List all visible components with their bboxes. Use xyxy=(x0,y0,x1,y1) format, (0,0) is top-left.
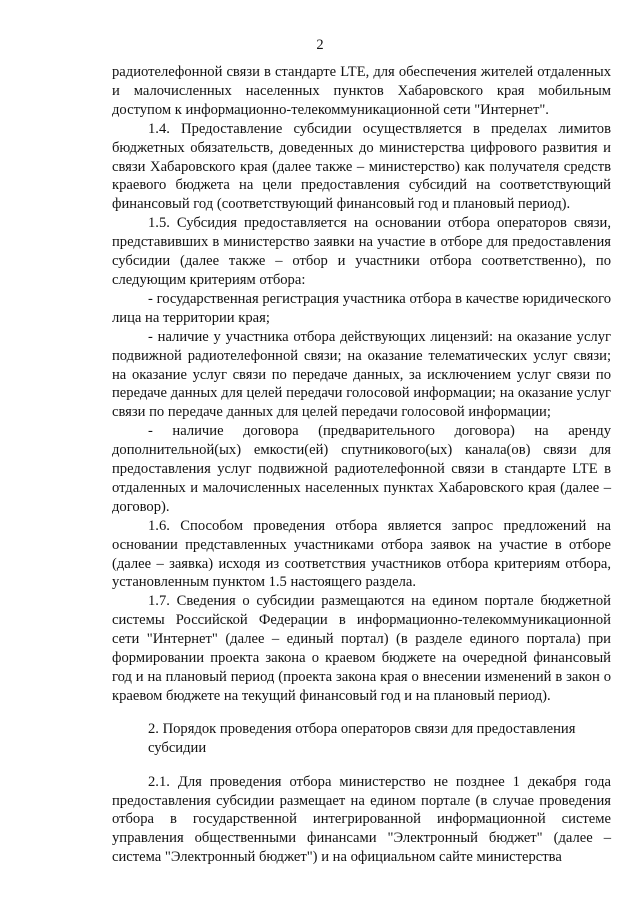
criterion-licenses: - наличие у участника отбора действующих лицензий: на оказание услуг подвижной радиотелефонной связи; на оказание телематических услуг связи; на оказание услуг связи по передаче данных, за исключением услуг связи по передаче данных для целей передачи голосовой информации; на оказание услуг связи по передаче данных для целей передачи голосовой информации; xyxy=(112,328,611,421)
page-number: 2 xyxy=(316,37,324,53)
section-heading: 2. Порядок проведения отбора операторов связи для предоставления субсидии xyxy=(148,720,576,756)
paragraph-2-1: 2.1. Для проведения отбора министерство не позднее 1 декабря года предоставления субсидии размещает на едином портале (в случае проведения отбора в государственной интегрированной информационной системе управления общественными финансами "Электронный бюджет" (далее – система "Электронный бюджет") и на официальном сайте министерства xyxy=(112,773,611,866)
criterion-registration: - государственная регистрация участника отбора в качестве юридического лица на территории края; xyxy=(112,290,611,326)
paragraph-1-7: 1.7. Сведения о субсидии размещаются на едином портале бюджетной системы Российской Федерации в информационно-телекоммуникационной сети "Интернет" (далее – единый портал) (в разделе единого портала) при формировании проекта закона о краевом бюджете на очередной финансовый год и на плановый период (проекта закона края о внесении изменений в закон о краевом бюджете на текущий финансовый год и на плановый период). xyxy=(112,593,611,704)
paragraph-continuation: радиотелефонной связи в стандарте LTE, для обеспечения жителей отдаленных и малочисленных населенных пунктов Хабаровского края мобильным доступом к информационно-телекоммуникационной сети "Интернет". xyxy=(112,64,611,118)
paragraph-1-4: 1.4. Предоставление субсидии осуществляется в пределах лимитов бюджетных обязательств, доведенных до министерства цифрового развития и связи Хабаровского края (далее также – министерство) как получателя средств краевого бюджета на цели предоставления субсидий на соответствующий финансовый год (соответствующий финансовый год и плановый период). xyxy=(112,120,611,213)
criterion-contract: - наличие договора (предварительного договора) на аренду дополнительной(ых) емкости(ей) спутникового(ых) канала(ов) связи для предоставления услуг подвижной радиотелефонной связи в стандарте LTE в отдаленных и малочисленных населенных пунктах Хабаровского края (далее – договор). xyxy=(112,423,611,515)
paragraph-1-5: 1.5. Субсидия предоставляется на основании отбора операторов связи, представивших в министерство заявки на участие в отборе для предоставления субсидии (далее также – отбор и участники отбора соответственно), по следующим критериям отбора: xyxy=(112,215,611,288)
paragraph-1-6: 1.6. Способом проведения отбора является запрос предложений на основании представленных участниками отбора заявок на участие в отборе (далее – заявка) исходя из соответствия участников отбора критериям отбора, установленным пунктом 1.5 настоящего раздела. xyxy=(112,517,611,591)
document-body xyxy=(112,63,611,867)
